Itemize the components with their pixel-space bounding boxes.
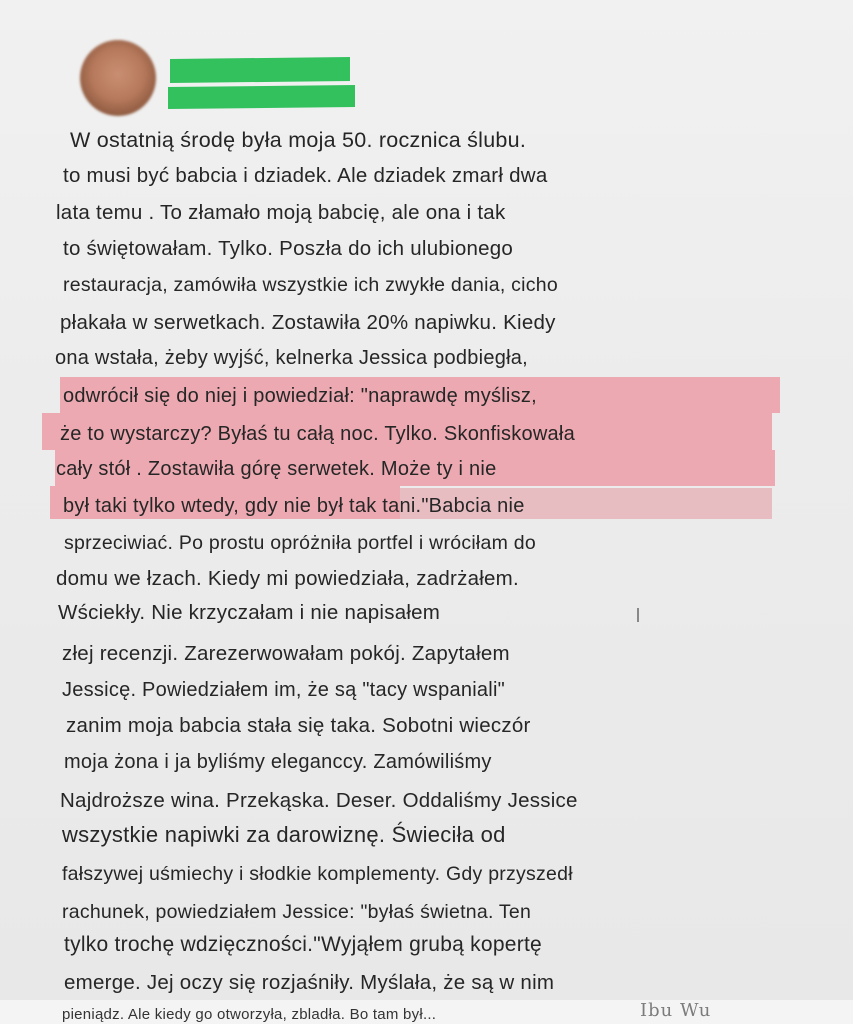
post-line: emerge. Jej oczy się rozjaśniły. Myślała, że są w nim [64,971,555,994]
post-line: to musi być babcia i dziadek. Ale dziadek zmarł dwa [63,164,548,187]
post-line: fałszywej uśmiechy i słodkie komplementy. Gdy przyszedł [62,863,573,885]
post-line: Najdroższe wina. Przekąska. Deser. Oddaliśmy Jessice [60,789,578,812]
post-line: pieniądz. Ale kiedy go otworzyła, zbladła. Bo tam był... [62,1006,437,1023]
post-line: że to wystarczy? Byłaś tu całą noc. Tylko. Skonfiskowała [60,423,575,445]
redacted-handle [168,85,355,109]
post-line: Wściekły. Nie krzyczałam i nie napisałem [58,601,441,624]
post-line: złej recenzji. Zarezerwowałam pokój. Zapytałem [62,642,510,665]
post-line: płakała w serwetkach. Zostawiła 20% napiwku. Kiedy [60,311,556,334]
stray-mark [637,608,639,622]
redacted-username [170,57,350,83]
post-line: moja żona i ja byliśmy eleganccy. Zamówiliśmy [64,751,492,773]
post-line: sprzeciwiać. Po prostu opróżniła portfel i wróciłam do [64,532,536,554]
post-line: tylko trochę wdzięczności."Wyjąłem grubą kopertę [64,933,542,956]
post-line: wszystkie napiwki za darowiznę. Świeciła od [62,822,506,847]
watermark: Ibu Wu [640,1000,712,1021]
post-line: cały stół . Zostawiła górę serwetek. Może ty i nie [56,458,497,480]
avatar[interactable] [80,40,156,116]
post-line: zanim moja babcia stała się taka. Sobotni wieczór [66,714,531,737]
post-line: ona wstała, żeby wyjść, kelnerka Jessica podbiegła, [55,347,528,369]
post-line: był taki tylko wtedy, gdy nie był tak tani."Babcia nie [63,495,525,517]
post-line: W ostatnią środę była moja 50. rocznica ślubu. [70,128,527,152]
post-line: Jessicę. Powiedziałem im, że są "tacy wspaniali" [62,679,506,701]
post-line: lata temu . To złamało moją babcię, ale ona i tak [56,201,506,224]
post-line: domu we łzach. Kiedy mi powiedziała, zadrżałem. [56,567,519,590]
post-line: restauracja, zamówiła wszystkie ich zwykłe dania, cicho [63,274,558,296]
post-line: to świętowałam. Tylko. Poszła do ich ulubionego [63,237,514,260]
post-line: odwrócił się do niej i powiedział: "naprawdę myślisz, [63,385,537,407]
post-line: rachunek, powiedziałem Jessice: "byłaś świetna. Ten [62,901,532,923]
